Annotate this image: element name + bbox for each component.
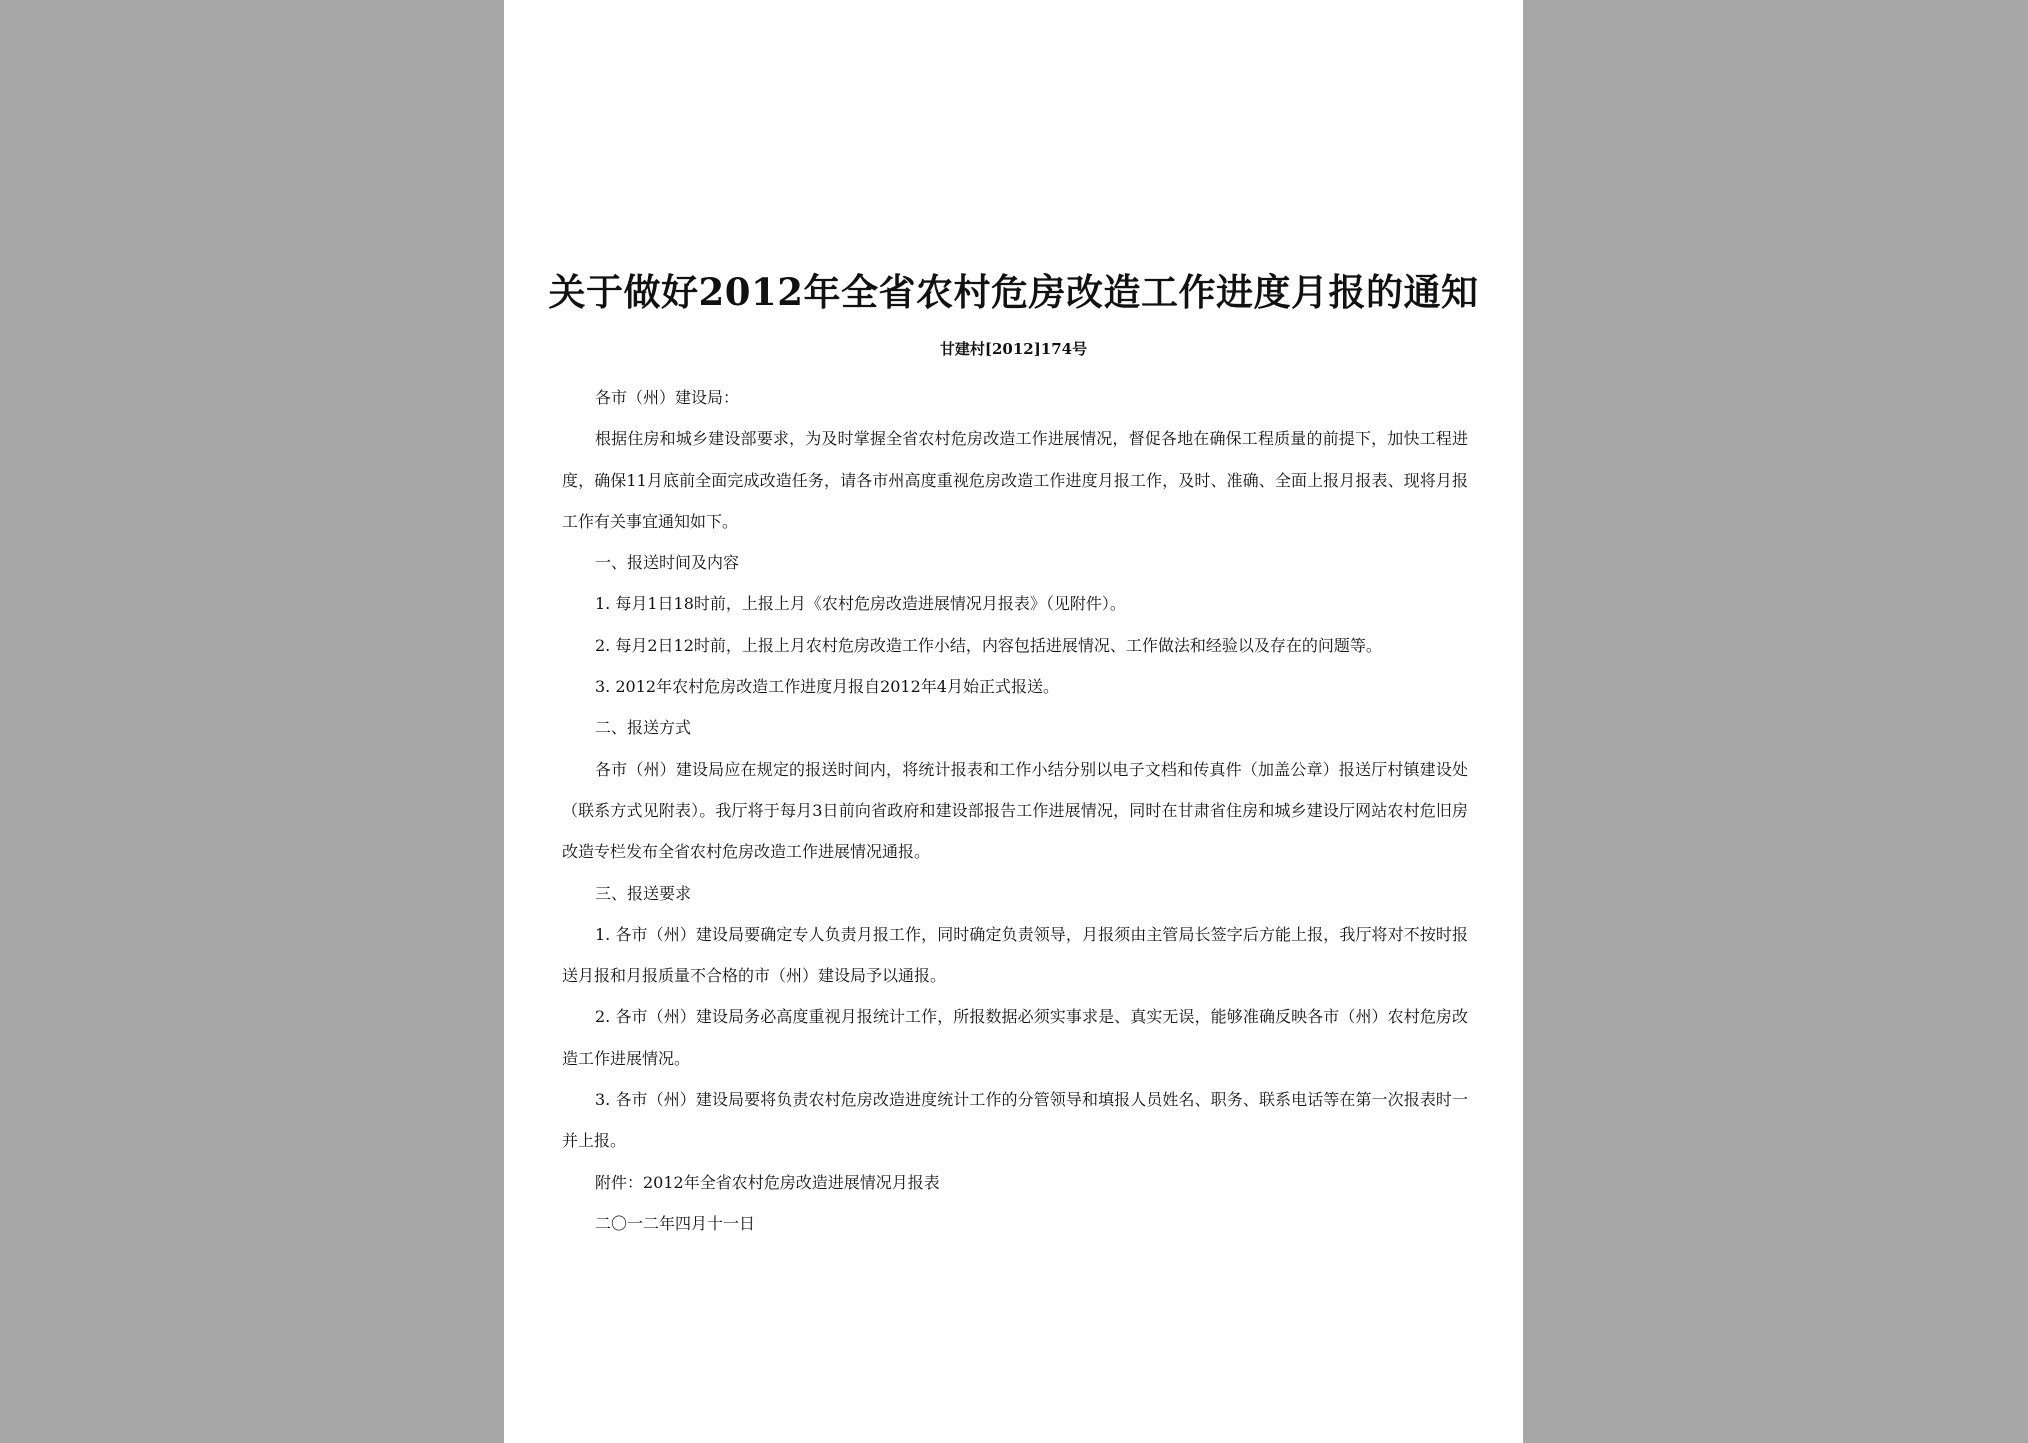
salutation: 各市（州）建设局：	[595, 388, 740, 407]
section3-item-2: 2. 各市（州）建设局务必高度重视月报统计工作，所报数据必须实事求是、真实无误，能够准确反映各市（州）农村危房改造工作进展情况。	[562, 1007, 1468, 1068]
section-heading-3: 三、报送要求	[595, 883, 692, 903]
section-heading-1: 一、报送时间及内容	[595, 553, 740, 573]
document-page	[504, 0, 1523, 1443]
section1-item-3: 3. 2012年农村危房改造工作进度月报自2012年4月始正式报送。	[595, 677, 1059, 697]
section3-item-1: 1. 各市（州）建设局要确定专人负责月报工作，同时确定负责领导，月报须由主管局长签字后方能上报，我厅将对不按时报送月报和月报质量不合格的市（州）建设局予以通报。	[562, 924, 1468, 986]
document-body	[562, 377, 1468, 1244]
section-heading-2: 二、报送方式	[595, 718, 692, 738]
document-date: 二〇一二年四月十一日	[595, 1213, 756, 1233]
section3-item-3: 3. 各市（州）建设局要将负责农村危房改造进度统计工作的分管领导和填报人员姓名、职务、联系电话等在第一次报表时一并上报。	[562, 1090, 1468, 1151]
section1-item-2: 2. 每月2日12时前，上报上月农村危房改造工作小结，内容包括进展情况、工作做法和经验以及存在的问题等。	[595, 635, 1382, 655]
intro-paragraph: 根据住房和城乡建设部要求，为及时掌握全省农村危房改造工作进展情况，督促各地在确保工程质量的前提下，加快工程进度，确保11月底前全面完成改造任务，请各市州高度重视危房改造工作进度月报工作，及时、准确、全面上报月报表、现将月报工作有关事宜通知如下。	[562, 429, 1468, 531]
section2-paragraph: 各市（州）建设局应在规定的报送时间内，将统计报表和工作小结分别以电子文档和传真件（加盖公章）报送厅村镇建设处（联系方式见附表）。我厅将于每月3日前向省政府和建设部报告工作进展情况，同时在甘肃省住房和城乡建设厅网站农村危旧房改造专栏发布全省农村危房改造工作进展情况通报。	[562, 759, 1468, 862]
document-number: 甘建村[2012]174号	[939, 340, 1088, 358]
document-title: 关于做好2012年全省农村危房改造工作进度月报的通知	[548, 270, 1479, 314]
section1-item-1: 1. 每月1日18时前，上报上月《农村危房改造进展情况月报表》（见附件）。	[595, 594, 1126, 614]
attachment-line: 附件：2012年全省农村危房改造进展情况月报表	[595, 1172, 940, 1192]
